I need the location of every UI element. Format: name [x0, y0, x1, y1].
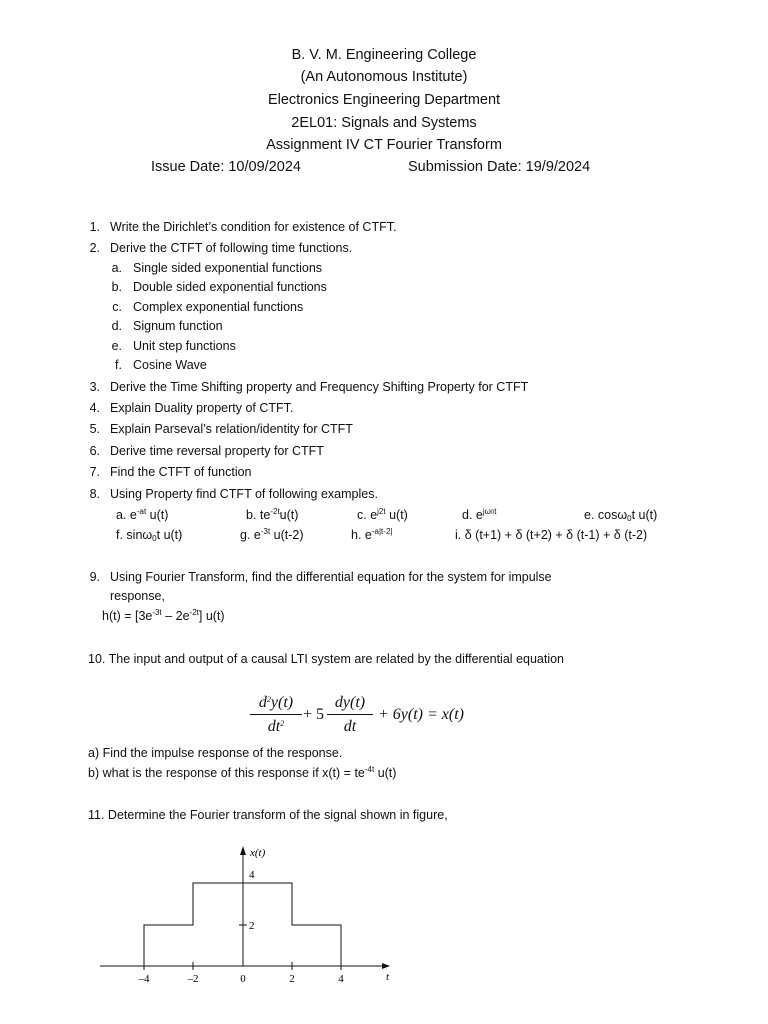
- example-a: a. $e^{-at}$ u(t): [116, 507, 169, 522]
- example-h: h. $e^{-a|t-2|}$: [351, 527, 393, 542]
- question-10b: b) what is the response of this response if $x(t) = te^{-4t}$ u(t): [88, 765, 397, 780]
- signal-figure: [90, 838, 400, 988]
- question-number: 9.: [89, 570, 100, 584]
- question-text: Using Property find CTFT of following examples.: [110, 487, 378, 501]
- institute-status: (An Autonomous Institute): [300, 69, 468, 85]
- question-9: [78, 570, 728, 586]
- question-text: Using Fourier Transform, find the differential equation for the system for impulse: [110, 570, 552, 584]
- question-number: 7.: [89, 465, 100, 479]
- sub-item-text: Unit step functions: [133, 339, 236, 353]
- question-text: Find the CTFT of function: [110, 465, 252, 479]
- x-tick-4: 4: [338, 973, 344, 985]
- sub-item-label: d.: [111, 319, 122, 333]
- example-d: d. $e^{j\omega 0t}$: [462, 507, 497, 522]
- question-9-continued: response,: [110, 589, 165, 603]
- question-text: Derive time reversal property for CTFT: [110, 444, 324, 458]
- question-number: 8.: [89, 487, 100, 501]
- question-1: [78, 220, 718, 236]
- sub-item: [100, 280, 500, 296]
- sub-item-label: a.: [111, 261, 122, 275]
- question-3: [78, 380, 718, 396]
- question-text: Explain Duality property of CTFT.: [110, 401, 294, 415]
- x-tick-2: 2: [289, 973, 295, 985]
- example-b: b. $te^{-2t}u(t)$: [246, 507, 299, 522]
- sub-item: [100, 339, 500, 355]
- example-i: i. δ (t+1) + δ (t+2) + δ (t-1) + δ (t-2): [455, 528, 648, 542]
- first-derivative-denominator: dt: [343, 718, 357, 735]
- submission-date: Submission Date: 19/9/2024: [408, 159, 591, 175]
- example-f: f. sinω$_0$t u(t): [116, 528, 183, 543]
- example-e: e. cosω$_0$t u(t): [584, 508, 658, 523]
- sub-item: [100, 358, 500, 374]
- sub-item-text: Single sided exponential functions: [133, 261, 323, 275]
- question-7: [78, 465, 718, 481]
- sub-item: [100, 319, 500, 335]
- second-derivative-numerator: $d^2y(t)$: [258, 694, 294, 711]
- question-text: Derive the Time Shifting property and Frequency Shifting Property for CTFT: [110, 380, 529, 394]
- sub-item-label: e.: [111, 339, 122, 353]
- question-8: [78, 487, 718, 503]
- y-tick-2: 2: [249, 920, 255, 932]
- example-c: c. $e^{j2t}$ u(t): [357, 507, 408, 522]
- question-text: Explain Parseval’s relation/identity for CTFT: [110, 422, 353, 436]
- sub-item-text: Double sided exponential functions: [133, 280, 327, 294]
- question-11: 11. Determine the Fourier transform of the signal shown in figure,: [88, 808, 448, 822]
- differential-equation: $d^2y(t)$ $dt^2$ + 5 dy(t) dt + 6y(t) = x(t): [240, 690, 480, 740]
- x-tick-0: 0: [240, 973, 246, 985]
- x-tick-neg2: –2: [187, 973, 199, 985]
- sub-item: [100, 261, 500, 277]
- course-title: 2EL01: Signals and Systems: [291, 115, 477, 131]
- question-4: [78, 401, 718, 417]
- question-10: 10. The input and output of a causal LTI system are related by the differential equation: [88, 652, 565, 666]
- y-tick-4: 4: [249, 869, 255, 881]
- question-number: 3.: [89, 380, 100, 394]
- department-name: Electronics Engineering Department: [267, 92, 501, 108]
- impulse-response-formula: $h(t) = [3e^{-3t} - 2e^{-2t}]$ u(t): [102, 608, 225, 623]
- sub-item-label: f.: [115, 358, 122, 372]
- x-axis-label: t: [386, 971, 390, 983]
- sub-item-text: Signum function: [133, 319, 223, 333]
- question-5: [78, 422, 718, 438]
- first-derivative-numerator: dy(t): [334, 694, 366, 711]
- sub-item-label: c.: [112, 300, 122, 314]
- question-number: 1.: [89, 220, 100, 234]
- question-number: 4.: [89, 401, 100, 415]
- second-derivative-denominator: $dt^2$: [267, 718, 285, 735]
- example-g: g. $e^{-3t}$ u(t-2): [240, 527, 304, 542]
- sub-item: [100, 300, 500, 316]
- question-number: 2.: [89, 241, 100, 255]
- x-tick-neg4: –4: [138, 973, 150, 985]
- x-axis-arrow-icon: [382, 963, 390, 969]
- assignment-title: Assignment IV CT Fourier Transform: [266, 137, 502, 153]
- sub-item-text: Cosine Wave: [133, 358, 207, 372]
- college-name: B. V. M. Engineering College: [291, 47, 477, 63]
- y-axis-arrow-icon: [240, 846, 246, 855]
- question-2: [78, 241, 718, 257]
- question-number: 5.: [89, 422, 100, 436]
- question-text: Derive the CTFT of following time functions.: [110, 241, 353, 255]
- y-axis-label: x(t): [250, 847, 266, 859]
- question-10a: a) Find the impulse response of the response.: [88, 746, 343, 760]
- question-text: Write the Dirichlet’s condition for existence of CTFT.: [110, 220, 397, 234]
- issue-date: Issue Date: 10/09/2024: [151, 159, 301, 175]
- question-6: [78, 444, 718, 460]
- sub-item-label: b.: [111, 280, 122, 294]
- question-number: 6.: [89, 444, 100, 458]
- sub-item-text: Complex exponential functions: [133, 300, 304, 314]
